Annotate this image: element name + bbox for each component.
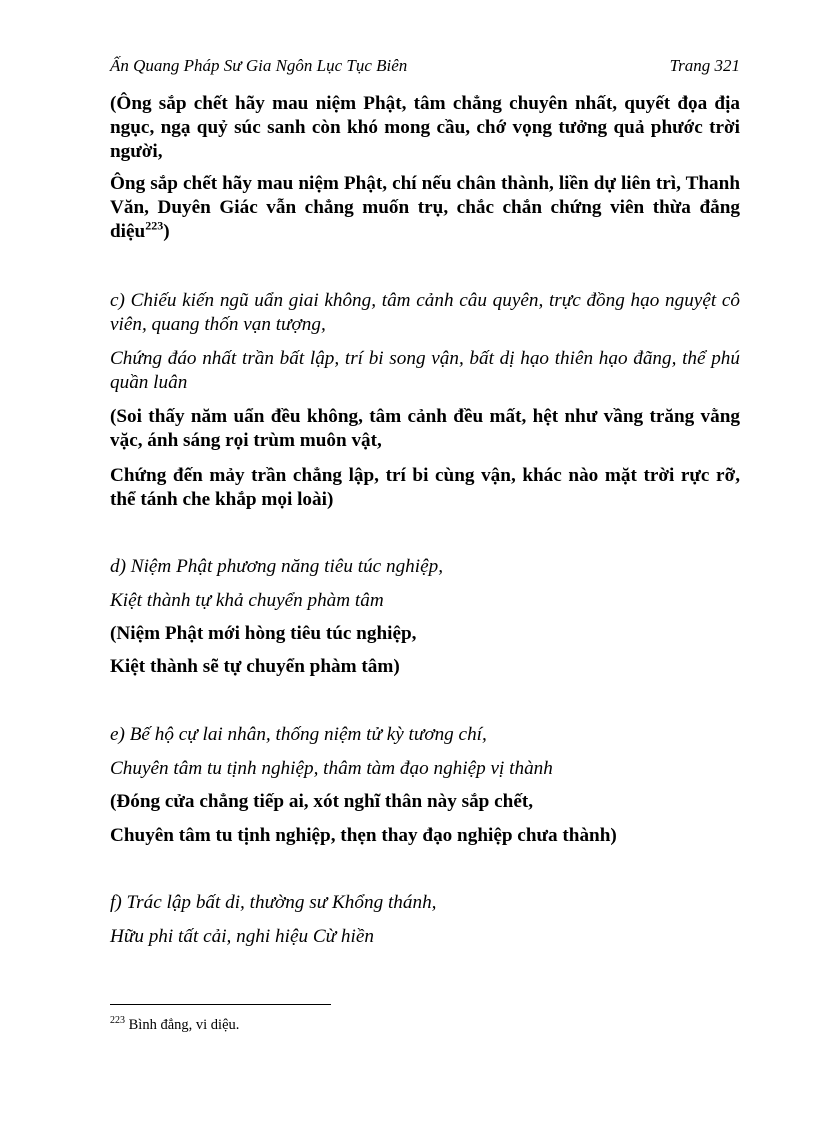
book-title: Ấn Quang Pháp Sư Gia Ngôn Lục Tục Biên — [110, 56, 408, 75]
verse-e1: e) Bế hộ cự lai nhân, thống niệm tử kỳ tương chí, — [110, 724, 487, 745]
verse-f2: Hữu phi tất cải, nghi hiệu Cừ hiền — [110, 926, 374, 947]
footnote-separator — [110, 1004, 331, 1005]
verse-d4: Kiệt thành sẽ tự chuyển phàm tâm) — [110, 656, 400, 677]
paragraph-c1: c) Chiếu kiến ngũ uẩn giai không, tâm cảnh câu quyên, trực đồng hạo nguyệt cô viên, quang thốn vạn tượng, — [110, 290, 740, 335]
verse-e2: Chuyên tâm tu tịnh nghiệp, thâm tàm đạo nghiệp vị thành — [110, 758, 553, 779]
paragraph-b1: (Ông sắp chết hãy mau niệm Phật, tâm chẳng chuyên nhất, quyết đọa địa ngục, ngạ quỷ súc sanh còn khó mong cầu, chớ vọng tưởng quả phước trời người, — [110, 93, 740, 162]
paragraph-c3: (Soi thấy năm uẩn đều không, tâm cảnh đều mất, hệt như vầng trăng vằng vặc, ánh sáng rọi trùm muôn vật, — [110, 406, 740, 451]
footnote-ref: 223 — [145, 218, 164, 233]
paragraph-c4: Chứng đến mảy trần chẳng lập, trí bi cùng vận, khác nào mặt trời rực rỡ, thể tánh che khắp mọi loài) — [110, 465, 740, 510]
footnote-text: Bình đẳng, vi diệu. — [125, 1017, 240, 1033]
verse-d1: d) Niệm Phật phương năng tiêu túc nghiệp, — [110, 556, 443, 577]
footnote-number: 223 — [110, 1015, 125, 1027]
paragraph-c2: Chứng đáo nhất trần bất lập, trí bi song vận, bất dị hạo thiên hạo đãng, thể phú quần luân — [110, 348, 740, 393]
paragraph-b2-close: ) — [163, 221, 170, 242]
paragraph-b2-text: Ông sắp chết hãy mau niệm Phật, chí nếu chân thành, liền dự liên trì, Thanh Văn, Duyên Giác vẫn chẳng muốn trụ, chắc chắn chứng viên thừa đẳng diệu — [110, 173, 740, 242]
verse-f1: f) Trác lập bất di, thường sư Khổng thánh, — [110, 892, 437, 913]
footnote — [110, 1017, 239, 1034]
page-header — [110, 56, 740, 80]
verse-e4: Chuyên tâm tu tịnh nghiệp, thẹn thay đạo nghiệp chưa thành) — [110, 825, 617, 846]
verse-e3: (Đóng cửa chẳng tiếp ai, xót nghĩ thân này sắp chết, — [110, 791, 534, 812]
paragraph-b2 — [110, 172, 740, 244]
verse-d3: (Niệm Phật mới hòng tiêu túc nghiệp, — [110, 623, 417, 644]
page-number: Trang 321 — [669, 56, 740, 75]
verse-d2: Kiệt thành tự khả chuyển phàm tâm — [110, 590, 384, 611]
